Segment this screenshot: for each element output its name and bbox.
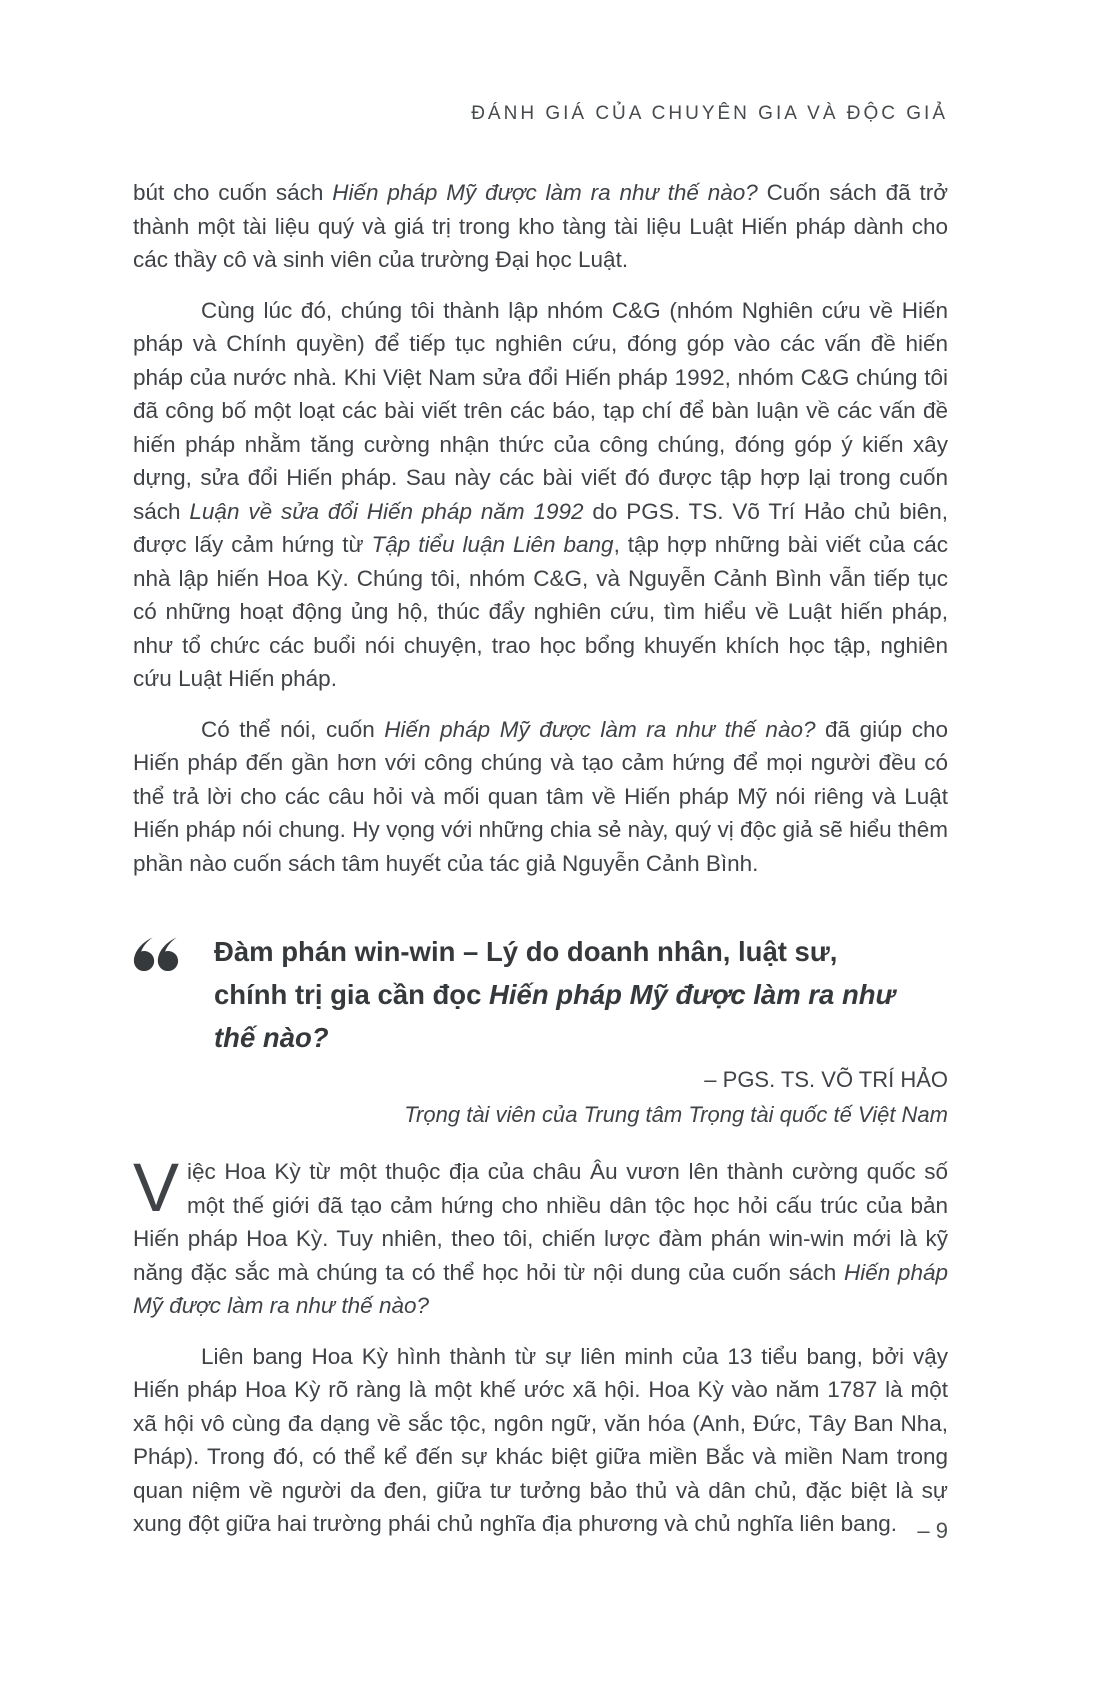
dropcap-paragraph <box>133 1149 948 1323</box>
body-paragraph: bút cho cuốn sách Hiến pháp Mỹ được làm ra như thế nào? Cuốn sách đã trở thành một tài liệu quý và giá trị trong kho tàng tài liệu Luật Hiến pháp dành cho các thầy cô và sinh viên của trường Đại học Luật. <box>133 180 948 272</box>
body-paragraph: Cùng lúc đó, chúng tôi thành lập nhóm C&G (nhóm Nghiên cứu về Hiến pháp và Chính quyền) để tiếp tục nghiên cứu, đóng góp vào các vấn đề hiến pháp của nước nhà. Khi Việt Nam sửa đổi Hiến pháp 1992, nhóm C&G chúng tôi đã công bố một loạt các bài viết trên các báo, tạp chí để bàn luận về các vấn đề hiến pháp nhằm tăng cường nhận thức của công chúng, đóng góp ý kiến xây dựng, sửa đổi Hiến pháp. Sau này các bài viết đó được tập hợp lại trong cuốn sách Luận về sửa đổi Hiến pháp năm 1992 do PGS. TS. Võ Trí Hảo chủ biên, được lấy cảm hứng từ Tập tiểu luận Liên bang, tập hợp những bài viết của các nhà lập hiến Hoa Kỳ. Chúng tôi, nhóm C&G, và Nguyễn Cảnh Bình vẫn tiếp tục có những hoạt động ủng hộ, thúc đẩy nghiên cứu, tìm hiểu về Luật hiến pháp, như tổ chức các buổi nói chuyện, trao học bổng khuyến khích học tập, nghiên cứu Luật Hiến pháp. <box>133 297 949 691</box>
dropcap-paragraph-text: iệc Hoa Kỳ từ một thuộc địa của châu Âu vươn lên thành cường quốc số một thế giới đã tạo cảm hứng cho nhiều dân tộc học hỏi cấu trúc của bản Hiến pháp Hoa Kỳ. Tuy nhiên, theo tôi, chiến lược đàm phán win-win mới là kỹ năng đặc sắc mà chúng ta có thể học hỏi từ nội dung của cuốn sách Hiến pháp Mỹ được làm ra như thế nào? <box>133 1159 948 1318</box>
page-header: ĐÁNH GIÁ CỦA CHUYÊN GIA VÀ ĐỘC GIẢ <box>471 103 948 124</box>
quote-attribution: – PGS. TS. VÕ TRÍ HẢO <box>704 1067 948 1092</box>
quote-icon <box>133 930 214 1059</box>
book-page <box>133 103 948 1558</box>
final-paragraph: Liên bang Hoa Kỳ hình thành từ sự liên minh của 13 tiểu bang, bởi vậy Hiến pháp Hoa Kỳ rõ ràng là một khế ước xã hội. Hoa Kỳ vào năm 1787 là một xã hội vô cùng đa dạng về sắc tộc, ngôn ngữ, văn hóa (Anh, Đức, Tây Ban Nha, Pháp). Trong đó, có thể kể đến sự khác biệt giữa miền Bắc và miền Nam trong quan niệm về người da đen, giữa tư tưởng bảo thủ và dân chủ, đặc biệt là sự xung đột giữa hai trường phái chủ nghĩa địa phương và chủ nghĩa liên bang. <box>133 1343 948 1536</box>
pull-quote <box>133 930 948 1059</box>
quote-attribution-role: Trọng tài viên của Trung tâm Trọng tài quốc tế Việt Nam <box>404 1102 948 1127</box>
drop-cap: V <box>133 1149 180 1226</box>
quote-text: Đàm phán win-win – Lý do doanh nhân, luật sư, chính trị gia cần đọc Hiến pháp Mỹ được làm ra như thế nào? <box>214 936 896 1053</box>
page-number: – 9 <box>917 1518 948 1543</box>
body-paragraph: Có thể nói, cuốn Hiến pháp Mỹ được làm ra như thế nào? đã giúp cho Hiến pháp đến gần hơn với công chúng và tạo cảm hứng để mọi người đều có thể trả lời cho các câu hỏi và mối quan tâm về Hiến pháp Mỹ nói riêng và Luật Hiến pháp nói chung. Hy vọng với những chia sẻ này, quý vị độc giả sẽ hiểu thêm phần nào cuốn sách tâm huyết của tác giả Nguyễn Cảnh Bình. <box>133 716 948 876</box>
